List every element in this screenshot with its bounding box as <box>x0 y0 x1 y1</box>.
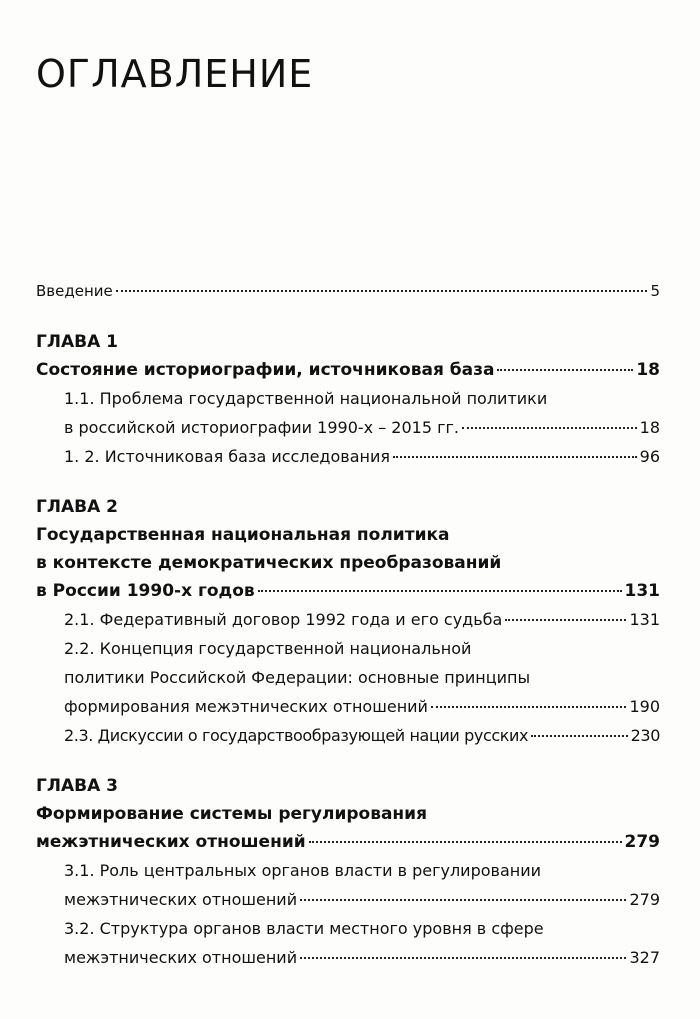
section-title-line: 2.3. Дискуссии о государствообразующей нации русских <box>64 726 529 745</box>
section-entry <box>36 605 660 634</box>
leader-dots <box>531 735 628 737</box>
chapter-title-line <box>36 828 660 856</box>
toc-entry-page: 5 <box>650 282 660 300</box>
section-last-line <box>64 885 660 914</box>
toc-entry-title: Введение <box>36 282 113 300</box>
section-last-line <box>64 442 660 471</box>
section-entry <box>36 914 660 972</box>
section-page: 190 <box>629 697 660 716</box>
section-title-line: политики Российской Федерации: основные принципы <box>64 668 531 687</box>
chapter-1 <box>36 328 660 471</box>
section-page: 131 <box>629 610 660 629</box>
chapter-label: ГЛАВА 2 <box>36 497 118 517</box>
chapter-title: межэтнических отношений <box>36 832 306 852</box>
section-last-line <box>64 605 660 634</box>
section-entry <box>36 384 660 442</box>
table-of-contents <box>36 276 660 972</box>
page-title: ОГЛАВЛЕНИЕ <box>36 52 314 96</box>
section-page: 279 <box>629 890 660 909</box>
chapter-title-line <box>36 356 660 384</box>
section-last-line <box>64 413 660 442</box>
leader-dots <box>300 899 626 901</box>
section-page: 327 <box>629 948 660 967</box>
section-last-line <box>64 692 660 721</box>
section-title-line: формирования межэтнических отношений <box>64 697 428 716</box>
chapter-title-line: в контексте демократических преобразований <box>36 553 502 573</box>
chapter-title-line <box>36 577 660 605</box>
section-page: 230 <box>630 726 660 745</box>
chapter-2 <box>36 493 660 750</box>
section-title-line: в российской историографии 1990-х – 2015 гг. <box>64 418 459 437</box>
section-title-line: межэтнических отношений <box>64 948 298 967</box>
chapter-title-line: Формирование системы регулирования <box>36 804 428 824</box>
section-last-line <box>64 721 660 750</box>
leader-dots <box>300 957 626 959</box>
leader-dots <box>505 619 626 621</box>
leader-dots <box>431 706 627 708</box>
leader-dots <box>116 290 648 292</box>
leader-dots <box>309 841 622 843</box>
section-entry <box>36 442 660 471</box>
chapter-page: 18 <box>636 360 660 380</box>
section-title-line: 3.1. Роль центральных органов власти в регулировании <box>64 861 542 880</box>
leader-dots <box>393 456 637 458</box>
section-title-line: 1.1. Проблема государственной национальной политики <box>64 389 548 408</box>
section-page: 18 <box>639 418 660 437</box>
leader-dots <box>497 369 633 371</box>
chapter-label: ГЛАВА 3 <box>36 776 118 796</box>
chapter-title: Состояние историографии, источниковая база <box>36 360 495 380</box>
chapter-page: 279 <box>624 832 660 852</box>
section-entry <box>36 634 660 721</box>
section-entry <box>36 856 660 914</box>
leader-dots <box>462 427 637 429</box>
chapter-page: 131 <box>624 581 660 601</box>
section-title-line: межэтнических отношений <box>64 890 298 909</box>
section-title-line: 1. 2. Источниковая база исследования <box>64 447 390 466</box>
chapter-3 <box>36 772 660 972</box>
chapter-title-line: Государственная национальная политика <box>36 525 450 545</box>
chapter-title: в России 1990-х годов <box>36 581 255 601</box>
toc-entry-intro <box>36 276 660 306</box>
section-title-line: 3.2. Структура органов власти местного уровня в сфере <box>64 919 544 938</box>
leader-dots <box>258 590 622 592</box>
section-last-line <box>64 943 660 972</box>
section-title-line: 2.2. Концепция государственной национальной <box>64 639 472 658</box>
chapter-label: ГЛАВА 1 <box>36 332 118 352</box>
section-entry <box>36 721 660 750</box>
section-title-line: 2.1. Федеративный договор 1992 года и его судьба <box>64 610 503 629</box>
section-page: 96 <box>639 447 660 466</box>
